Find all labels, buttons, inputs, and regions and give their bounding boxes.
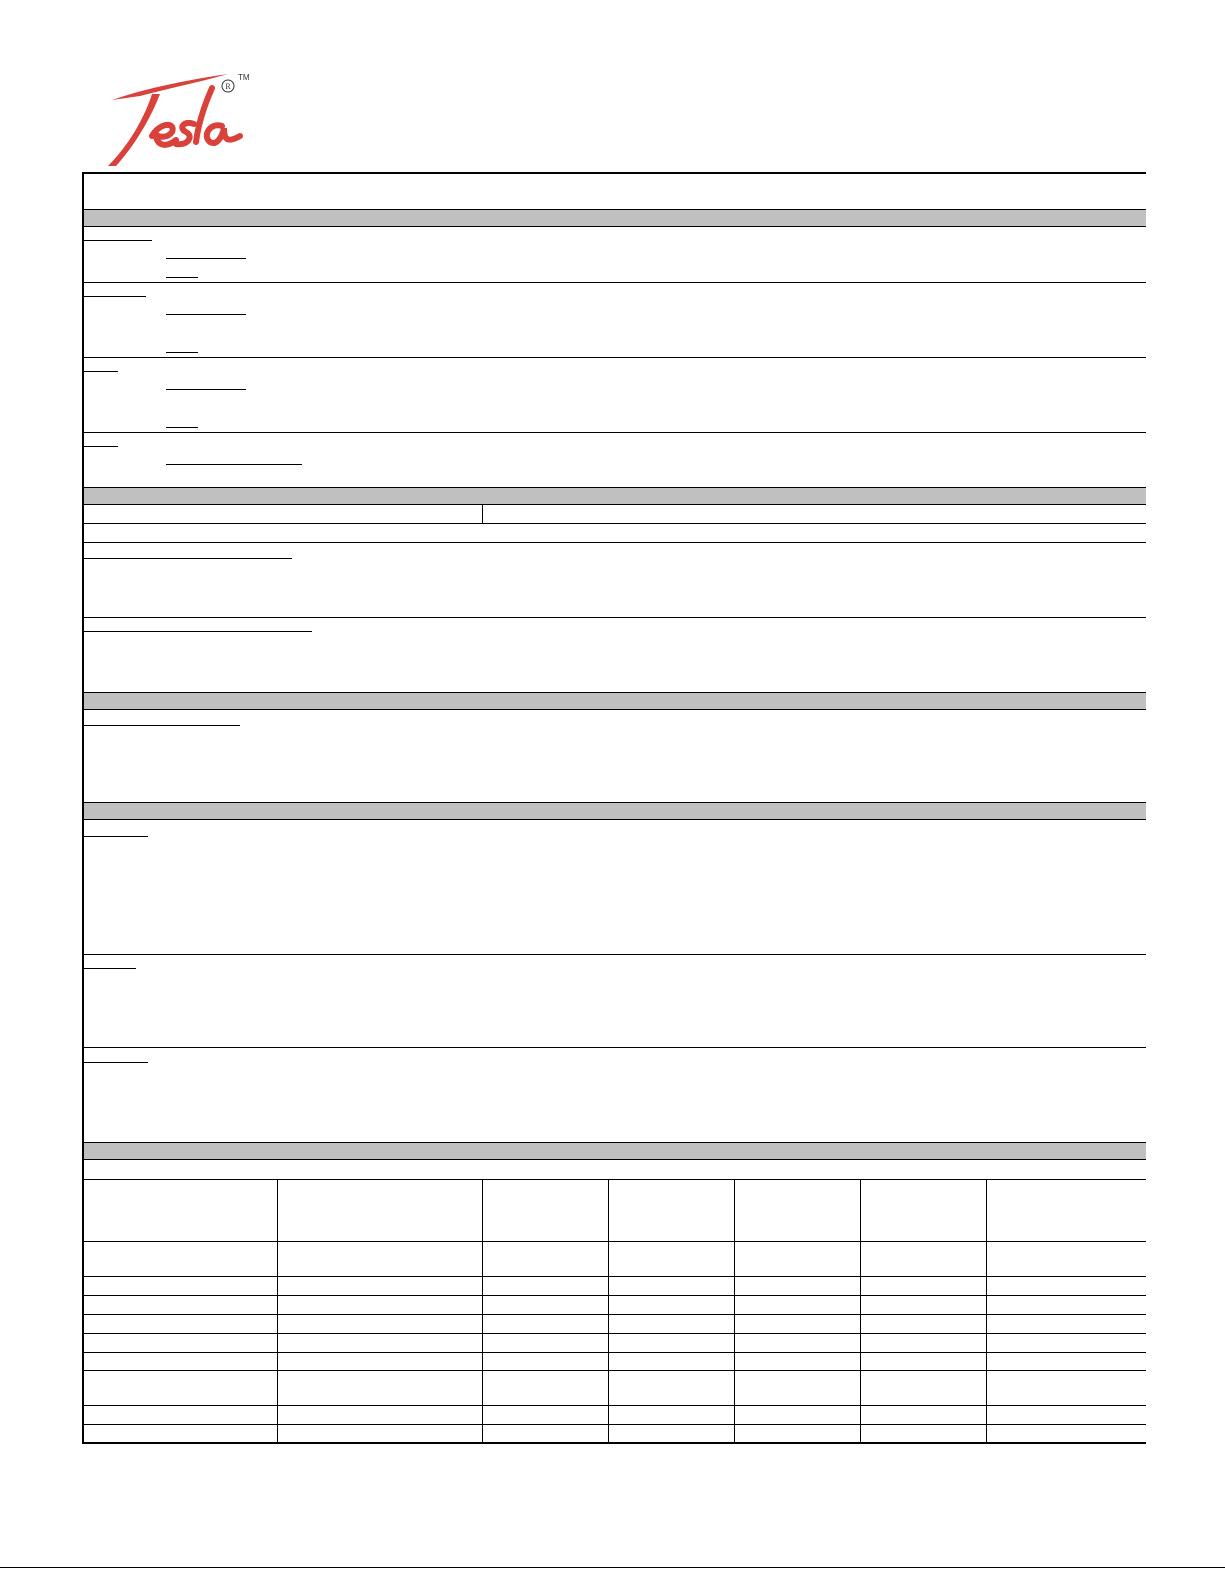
- column-divider: [482, 505, 483, 523]
- title-box: [84, 172, 1146, 209]
- table-column-divider: [482, 1179, 483, 1442]
- page-footer-rule: [0, 1567, 1225, 1568]
- section-header-band: [84, 487, 1146, 505]
- section-header-band: [84, 209, 1146, 227]
- table-column-divider: [277, 1179, 278, 1442]
- row-divider: [84, 617, 1146, 618]
- field-underline: [84, 836, 148, 837]
- section-header-band: [84, 692, 1146, 710]
- row-divider: [84, 954, 1146, 955]
- row-divider: [84, 357, 1146, 358]
- row-divider: [84, 523, 1146, 524]
- row-divider: [84, 282, 1146, 283]
- section-header-band: [84, 802, 1146, 820]
- company-logo: [100, 66, 260, 170]
- field-underline: [84, 725, 240, 726]
- table-column-divider: [608, 1179, 609, 1442]
- field-underline: [84, 631, 312, 632]
- data-sheet-form: [82, 172, 1146, 1444]
- row-divider: [84, 432, 1146, 433]
- svg-text:TM: TM: [238, 73, 250, 82]
- form-bottom-border: [84, 1442, 1146, 1444]
- field-underline: [84, 1062, 148, 1063]
- row-divider: [84, 1047, 1146, 1048]
- field-underline: [84, 558, 292, 559]
- row-divider: [84, 542, 1146, 543]
- section-header-band: [84, 1142, 1146, 1160]
- svg-text:R: R: [225, 82, 231, 91]
- table-column-divider: [986, 1179, 987, 1442]
- table-column-divider: [734, 1179, 735, 1442]
- table-column-divider: [860, 1179, 861, 1442]
- field-underline: [84, 968, 136, 969]
- tesla-logo-icon: [100, 66, 260, 170]
